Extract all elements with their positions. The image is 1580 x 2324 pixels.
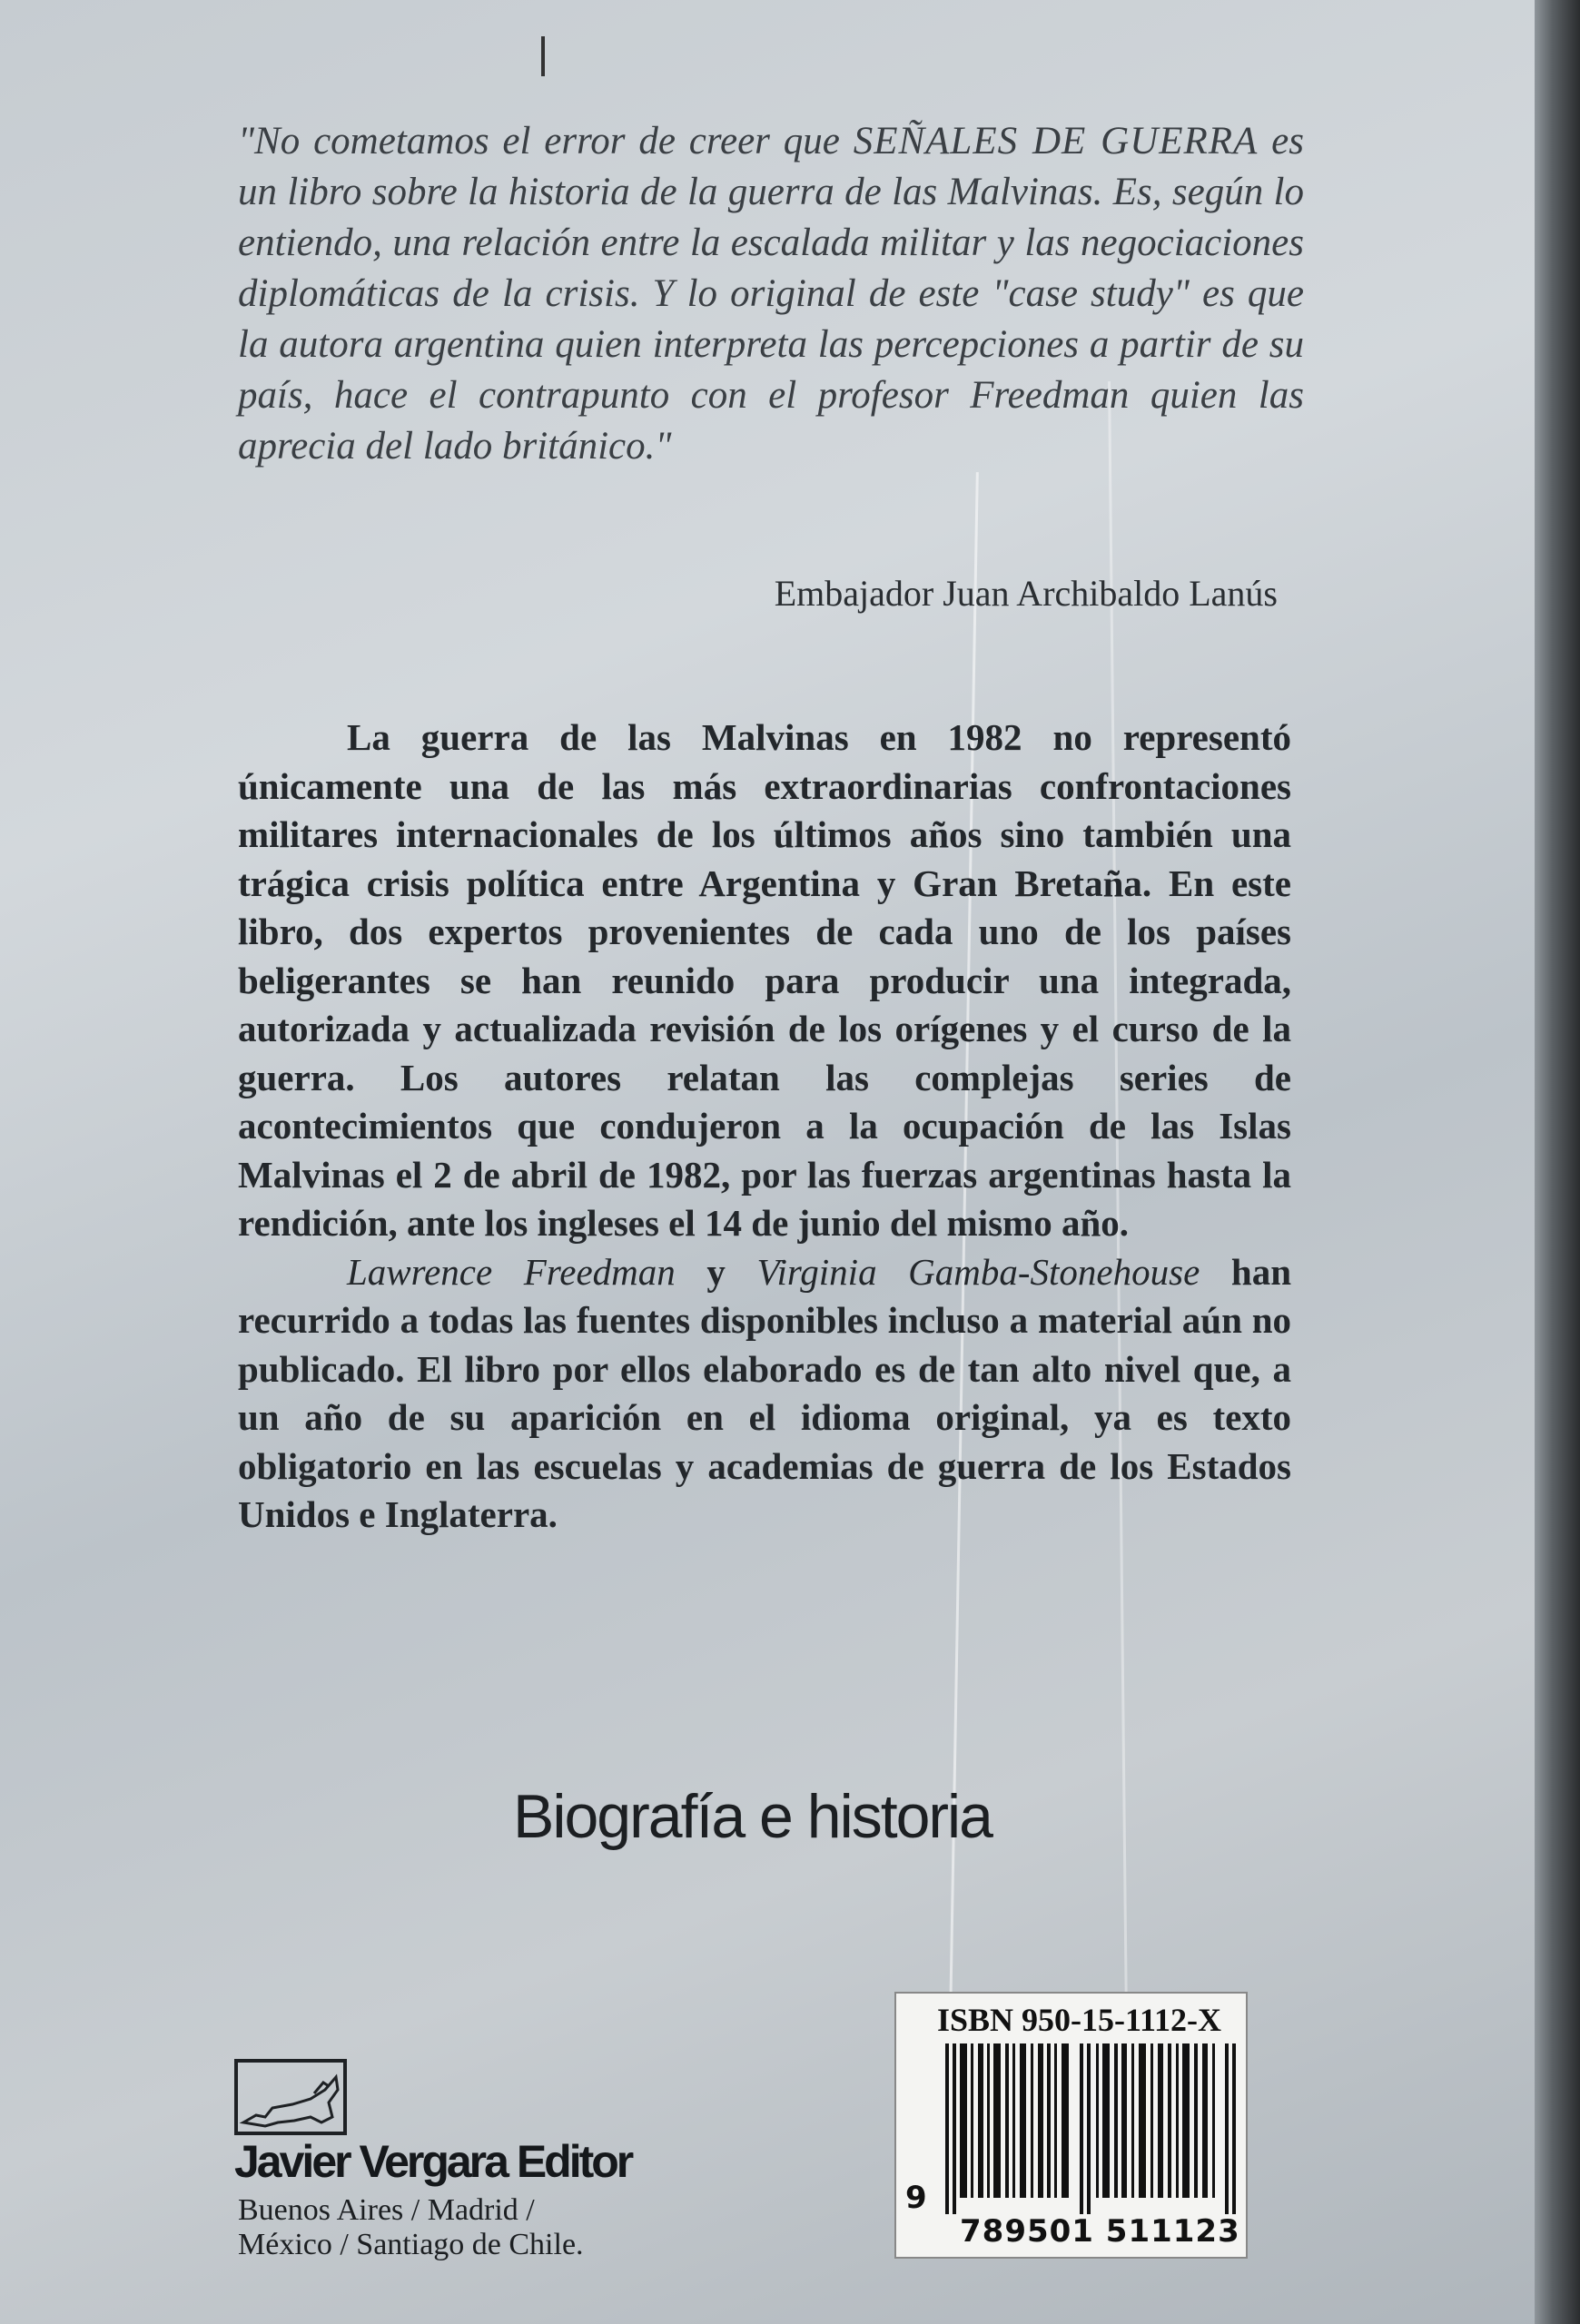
author-name: Virginia Gamba-Stonehouse <box>756 1250 1200 1293</box>
lion-icon <box>238 2063 343 2132</box>
pen-mark <box>541 36 545 76</box>
book-description <box>238 714 1291 1540</box>
series-label: Biografía e historia <box>513 1782 992 1851</box>
isbn-text: ISBN 950-15-1112-X <box>937 2002 1222 2038</box>
publisher-name: Javier Vergara Editor <box>234 2136 632 2187</box>
book-title: SEÑALES DE GUERRA <box>853 120 1259 162</box>
description-paragraph-1: La guerra de las Malvinas en 1982 no representó únicamente una de las más extraordinarias confrontaciones militares internacionales de los últimos años sino también una trágica crisis política entre Argentina y Gran Bretaña. En este libro, dos expertos provenientes de cada uno de los países beligerantes se han reunido para producir una integrada, autorizada y actualizada revisión de los orígenes y el curso de la guerra. Los autores relatan las complejas series de acontecimientos que condujeron a la ocupación de las Islas Malvinas el 2 de abril de 1982, por las fuerzas argentinas hasta la rendición, ante los ingleses el 14 de junio del mismo año. <box>238 716 1291 1244</box>
book-edge <box>1535 0 1580 2324</box>
quote-attribution: Embajador Juan Archibaldo Lanús <box>774 573 1278 614</box>
barcode-label <box>894 1992 1248 2259</box>
publisher-cities: Buenos Aires / Madrid / México / Santiago de Chile. <box>238 2193 584 2261</box>
endorsement-quote: "No cometamos el error de creer que SEÑALES DE GUERRA es un libro sobre la historia de la guerra de las Malvinas. Es, según lo entiendo, una relación entre la escalada militar y las negociaciones diplomáticas de la crisis. Y lo original de este "case study" es que la autora argentina quien interpreta las percepciones a partir de su país, hace el contrapunto con el profesor Freedman quien las aprecia del lado británico." <box>238 120 1305 468</box>
barcode-icon <box>943 2043 1243 2214</box>
author-name: Lawrence Freedman <box>347 1250 676 1293</box>
description-paragraph-2: Lawrence Freedman y Virginia Gamba-Stonehouse han recurrido a todas las fuentes disponibles incluso a material aún no publicado. El libro por ellos elaborado es de tan alto nivel que, a un año de su aparición en el idioma original, ya es texto obligatorio en las escuelas y academias de guerra de los Estados Unidos e Inglaterra. <box>238 1250 1291 1535</box>
barcode-first-digit: 9 <box>905 2180 927 2216</box>
barcode-digits: 789501 511123 <box>960 2213 1240 2250</box>
publisher-logo <box>234 2059 347 2135</box>
